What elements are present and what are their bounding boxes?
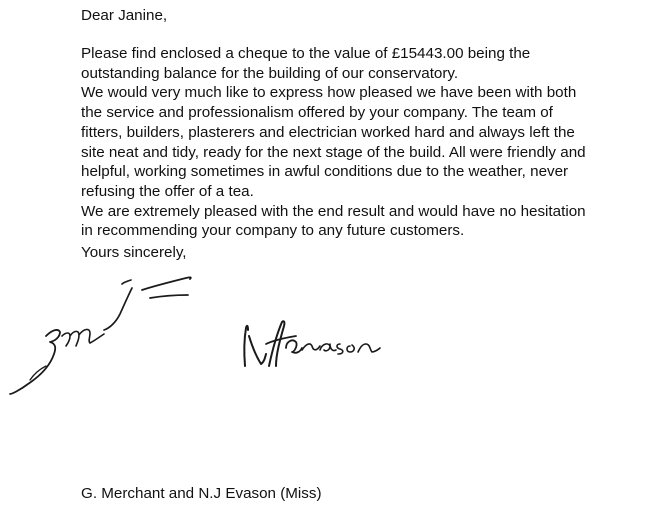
signature-stroke [150,295,188,298]
signature-merchant [10,277,191,394]
body-line: We would very much like to express how pleased we have been with both [81,84,577,102]
body-line: site neat and tidy, ready for the next stage of the build. All were friendly and [81,143,586,161]
body-line: the service and professionalism offered by your company. The team of [81,104,553,122]
body-line: Please find enclosed a cheque to the value of £15443.00 being the [81,45,531,62]
letter-body [81,44,586,241]
body-line: fitters, builders, plasterers and electrician worked hard and always left the [81,123,575,141]
signature-stroke [320,344,336,351]
letter-salutation: Dear Janine, [81,7,168,24]
body-line: refusing the offer of a tea. [81,182,254,200]
signature-stroke [62,329,104,346]
signatures-area [0,270,651,410]
signature-stroke [30,366,46,380]
signature-stroke [142,277,191,290]
signature-stroke [337,344,343,354]
letter-signatories: G. Merchant and N.J Evason (Miss) [81,485,322,502]
body-line: outstanding balance for the building of our conservatory. [81,64,459,82]
signature-stroke [249,336,266,364]
signature-evason [244,321,380,366]
signature-stroke [244,326,248,366]
signature-stroke [286,340,302,352]
signature-stroke [358,344,380,352]
signature-stroke [269,321,284,366]
letter-closing: Yours sincerely, [81,244,187,261]
signature-stroke [122,280,131,284]
body-line: in recommending your company to any future customers. [81,222,465,240]
signature-stroke [10,330,60,394]
signature-stroke [302,344,320,350]
signature-stroke [104,288,132,330]
body-line: helpful, working sometimes in awful conditions due to the weather, never [81,163,569,181]
signature-stroke [347,345,354,352]
body-line: We are extremely pleased with the end result and would have no hesitation [81,202,586,220]
